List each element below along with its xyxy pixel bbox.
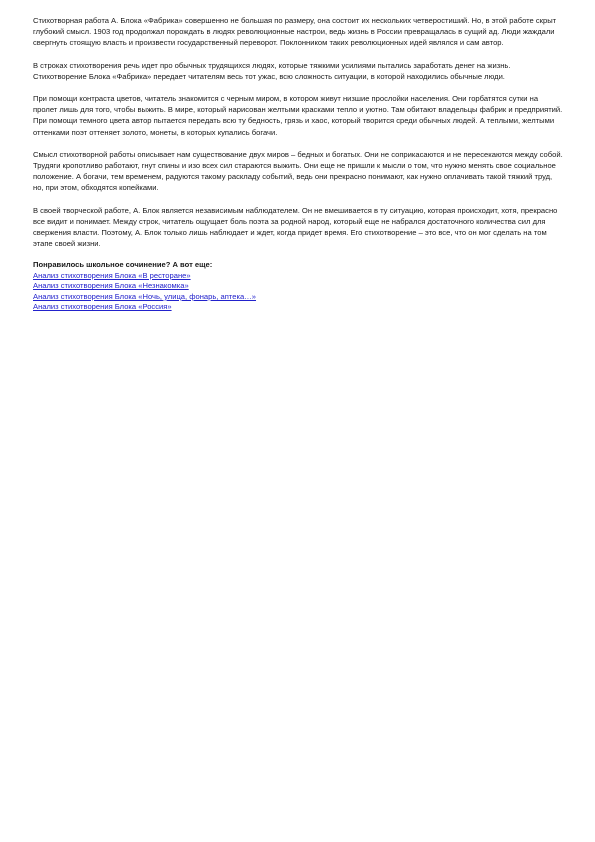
more-essays-heading: Понравилось школьное сочинение? А вот еще: [33,260,213,270]
link-noch-ulitsa[interactable]: Анализ стихотворения Блока «Ночь, улица, фонарь, аптека…» [33,291,257,301]
essay-paragraph-4: Смысл стихотворной работы описывает нам существование двух миров – бедных и богатых. Они не соприкасаются и не пересекаются между собой. Трудяги кропотливо работают, гнут спины и изо всех сил стараются выжить. Они еще не пришли к мысли о том, что нужно менять свое социальное положение. А богачи, тем временем, радуются такому раскладу событий, ведь они прекрасно понимают, как нужно оплачивать такой тяжкий труд, но, при этом, обходятся копейками. [33,149,563,193]
essay-paragraph-1: Стихотворная работа А. Блока «Фабрика» совершенно не большая по размеру, она состоит их нескольких четверостиший. Но, в этой работе скрыт глубокий смысл. 1903 год продолжал порождать в людях революционные настрои, ведь жизнь в России превращалась в сущий ад. Люди жаждали свергнуть стоящую власть и произвести государственный переворот. Поклонником таких революционных идей являлся и сам автор. [33,16,557,48]
list-item [33,271,563,282]
link-rossiya[interactable]: Анализ стихотворения Блока «Россия» [33,302,172,312]
essay-paragraph-3: При помощи контраста цветов, читатель знакомится с черным миром, в котором живут низшие прослойки населения. Они горбатятся сутки на пролет лишь для того, чтобы выжить. В мире, который нарисован желтыми красками тепло и уютно. Там обитают владельцы фабрик и предприятий. При помощи темного цвета автор пытается передать всю ту бедность, грязь и хаос, который творится среди обычных людей. А теплыми, желтыми оттенками поэт оттеняет золото, монеты, в которых купались богачи. [33,94,563,137]
essay-paragraph-2: В строках стихотворения речь идет про обычных трудящихся людях, которые тяжкими усилиями пытались заработать денег на жизнь. Стихотворение Блока «Фабрика» передает читателям весь тот ужас, всю сложность ситуации, в которой находились обычные люди. [33,60,511,81]
link-neznakomka[interactable]: Анализ стихотворения Блока «Незнакомка» [33,281,189,291]
list-item [33,281,563,292]
essay-paragraph-5: В своей творческой работе, А. Блок является независимым наблюдателем. Он не вмешивается в ту ситуацию, которая происходит, хотя, прекрасно все видит и понимает. Между строк, читатель ощущает боль поэта за родной народ, который еще не набрался достаточного количества сил для свержения власти. Поэтому, А. Блок только лишь наблюдает и ждет, когда придет время. Его стихотворение – это все, что он мог сделать на том этапе своей жизни. [33,205,558,249]
list-item [33,302,563,313]
more-essays-list [33,271,563,313]
list-item [33,292,563,303]
link-v-restorane[interactable]: Анализ стихотворения Блока «В ресторане» [33,270,191,280]
document-page [33,15,563,313]
